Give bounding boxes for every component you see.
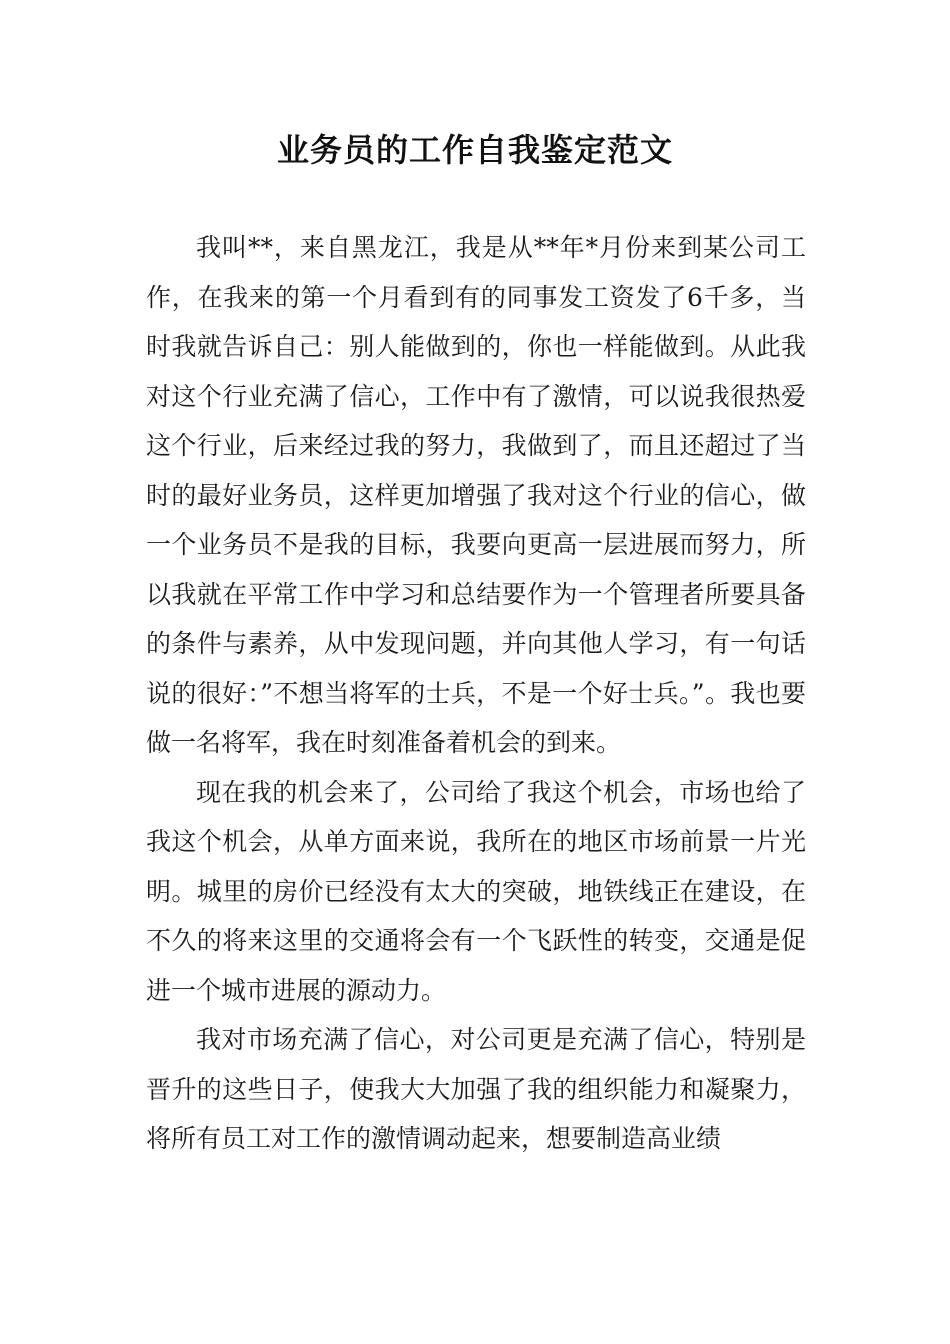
document-body [146, 223, 806, 1164]
body-paragraph: 现在我的机会来了，公司给了我这个机会，市场也给了我这个机会，从单方面来说，我所在的地区市场前景一片光明。城里的房价已经没有太大的突破，地铁线正在建设，在不久的将来这里的交通将会有一个飞跃性的转变，交通是促进一个城市进展的源动力。 [146, 777, 806, 1005]
body-paragraph: 我叫**，来自黑龙江，我是从**年*月份来到某公司工作，在我来的第一个月看到有的同事发工资发了6千多，当时我就告诉自己：别人能做到的，你也一样能做到。从此我对这个行业充满了信心，工作中有了激情，可以说我很热爱这个行业，后来经过我的努力，我做到了，而且还超过了当时的最好业务员，这样更加增强了我对这个行业的信心，做一个业务员不是我的目标，我要向更高一层进展而努力，所以我就在平常工作中学习和总结要作为一个管理者所要具备的条件与素养，从中发现问题，并向其他人学习，有一句话说的很好：”不想当将军的士兵，不是一个好士兵。”。我也要做一名将军，我在时刻准备着机会的到来。 [146, 233, 806, 757]
body-paragraph: 我对市场充满了信心，对公司更是充满了信心，特别是晋升的这些日子，使我大大加强了我的组织能力和凝聚力，将所有员工对工作的激情调动起来，想要制造高业绩 [146, 1025, 806, 1153]
document-title: 业务员的工作自我鉴定范文 [276, 131, 673, 169]
